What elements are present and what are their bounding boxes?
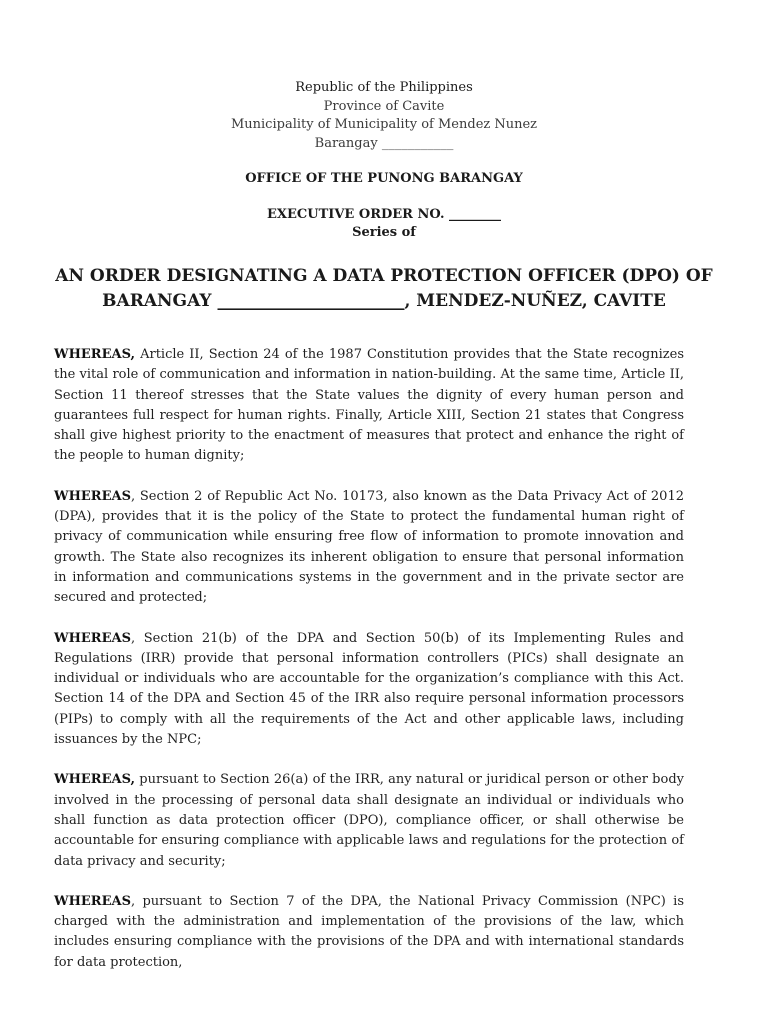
whereas-lead: WHEREAS,: [54, 772, 136, 788]
order-title-line-2: BARANGAY ______________________, MENDEZ-NUÑEZ, CAVITE: [102, 291, 666, 311]
whereas-paragraph: [54, 345, 684, 467]
paragraph-text: Article II, Section 24 of the 1987 Constitution provides that the State recognizes the vital role of communication and information in nation-building. At the same time, Article II, Section 11 thereof stresses that the State values the dignity of every human person and guarantees full respect for human rights. Finally, Article XIII, Section 21 states that Congress shall give highest priority to the enactment of measures that protect and enhance the right of the people to human dignity;: [54, 347, 684, 464]
whereas-lead: WHEREAS,: [54, 347, 136, 362]
barangay-line: Barangay ___________: [314, 135, 454, 151]
municipality-line: Municipality of Municipality of Mendez Nunez: [230, 117, 538, 132]
whereas-paragraph: [54, 487, 684, 609]
paragraph-text: pursuant to Section 26(a) of the IRR, any natural or juridical person or other body involved in the processing of personal data shall designate an individual or individuals who shall function as data protection officer (DPO), compliance officer, or shall otherwise be accountable for ensuring compliance with applicable laws and regulations for the protection of data privacy and security;: [54, 772, 684, 869]
whereas-lead: WHEREAS: [54, 893, 131, 909]
whereas-lead: WHEREAS: [54, 630, 131, 646]
whereas-lead: WHEREAS: [54, 488, 131, 504]
paragraph-text: , Section 21(b) of the DPA and Section 50(b) of its Implementing Rules and Regulations (IRR) provide that personal information controllers (PICs) shall designate an individual or individuals who are accountable for the organization’s compliance with this Act. Section 14 of the DPA and Section 45 of the IRR also require personal information processors (PIPs) to comply with all the requirements of the Act and other applicable laws, including issuances by the NPC;: [54, 630, 684, 748]
whereas-paragraph: [54, 770, 684, 871]
province-line: Province of Cavite: [323, 98, 445, 114]
republic-line: Republic of the Philippines: [295, 80, 473, 95]
order-title: [0, 264, 768, 314]
letterhead: [0, 79, 768, 153]
paragraph-text: , Section 2 of Republic Act No. 10173, also known as the Data Privacy Act of 2012 (DPA), provides that it is the policy of the State to protect the fundamental human right of privacy of communication while ensuring free flow of information to promote innovation and growth. The State also recognizes its inherent obligation to ensure that personal information in information and communications systems in the government and in the private sector are secured and protected;: [54, 488, 684, 606]
office-heading: OFFICE OF THE PUNONG BARANGAY: [245, 171, 523, 186]
executive-order-series: Series of: [352, 225, 416, 240]
executive-order-block: [0, 206, 768, 242]
executive-order-number: EXECUTIVE ORDER NO. ________: [267, 207, 501, 222]
paragraph-text: , pursuant to Section 7 of the DPA, the National Privacy Commission (NPC) is charged with the administration and implementation of the provisions of the law, which includes ensuring compliance with the provisions of the DPA and with international standards for data protection,: [54, 893, 684, 970]
whereas-paragraph: [54, 629, 684, 751]
whereas-paragraph: [54, 892, 684, 973]
document-body: [54, 345, 684, 993]
order-title-line-1: AN ORDER DESIGNATING A DATA PROTECTION OFFICER (DPO) OF: [55, 266, 713, 286]
